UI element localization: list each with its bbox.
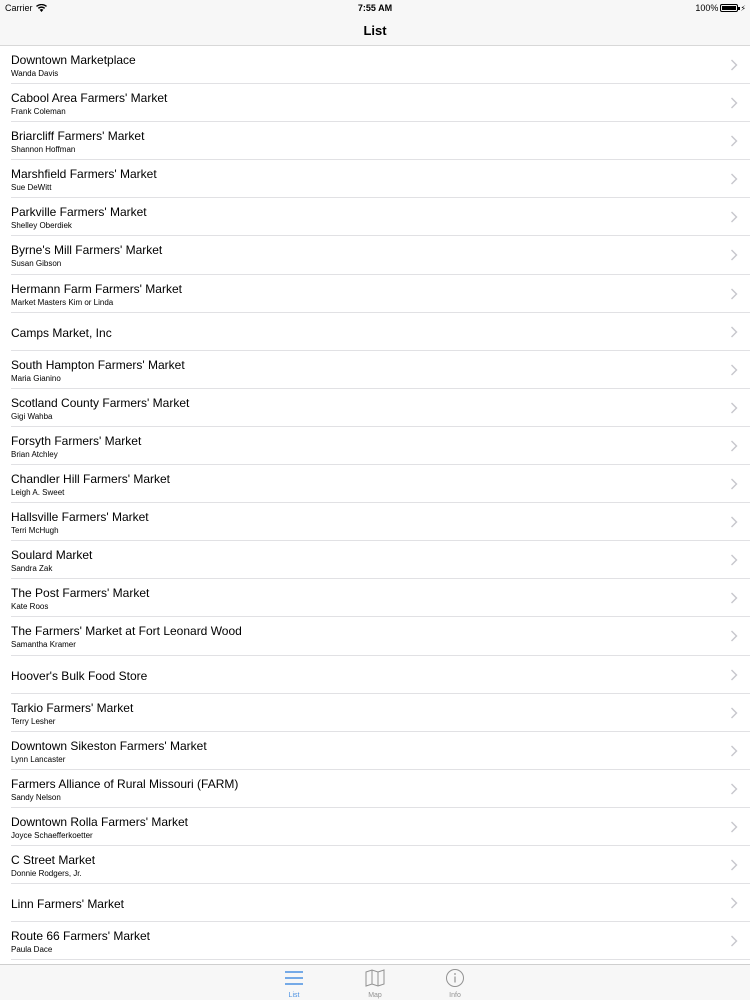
list-item[interactable] <box>0 275 750 313</box>
chevron-right-icon <box>730 135 738 147</box>
list-item[interactable] <box>0 198 750 236</box>
chevron-right-icon <box>730 249 738 261</box>
map-icon <box>345 968 405 988</box>
market-name: Marshfield Farmers' Market <box>11 167 157 182</box>
market-name: Scotland County Farmers' Market <box>11 395 190 410</box>
list-item[interactable] <box>0 922 750 960</box>
list-item[interactable] <box>0 617 750 655</box>
market-name: Cabool Area Farmers' Market <box>11 91 168 106</box>
market-name: The Farmers' Market at Fort Leonard Wood <box>11 624 242 639</box>
market-name: The Post Farmers' Market <box>11 586 150 601</box>
chevron-right-icon <box>730 745 738 757</box>
market-contact: Kate Roos <box>11 602 49 612</box>
market-contact: Joyce Schaefferkoetter <box>11 830 93 840</box>
market-contact: Donnie Rodgers, Jr. <box>11 868 82 878</box>
chevron-right-icon <box>730 97 738 109</box>
tab-label: List <box>288 992 300 999</box>
list-icon <box>264 968 324 988</box>
list-item[interactable] <box>0 122 750 160</box>
market-name: Hermann Farm Farmers' Market <box>11 281 182 296</box>
list-item[interactable] <box>0 46 750 84</box>
chevron-right-icon <box>730 326 738 338</box>
tab-bar <box>0 964 750 1000</box>
list-item[interactable] <box>0 884 750 922</box>
status-time: 7:55 AM <box>357 3 393 13</box>
market-contact: Samantha Kramer <box>11 640 76 650</box>
chevron-right-icon <box>730 554 738 566</box>
market-name: Soulard Market <box>11 548 93 563</box>
market-name: Route 66 Farmers' Market <box>11 929 151 944</box>
chevron-right-icon <box>730 630 738 642</box>
tab-label: Map <box>368 992 382 999</box>
market-contact: Shelley Oberdiek <box>11 221 72 231</box>
tab-label: Info <box>449 992 461 999</box>
page-title: List <box>363 23 387 38</box>
chevron-right-icon <box>730 592 738 604</box>
carrier-label: Carrier <box>5 3 33 13</box>
market-contact: Market Masters Kim or Linda <box>11 297 114 307</box>
chevron-right-icon <box>730 935 738 947</box>
status-bar <box>0 0 750 16</box>
market-contact: Gigi Wahba <box>11 411 53 421</box>
market-contact: Terry Lesher <box>11 716 56 726</box>
chevron-right-icon <box>730 707 738 719</box>
list-item[interactable] <box>0 579 750 617</box>
market-name: Tarkio Farmers' Market <box>11 700 134 715</box>
chevron-right-icon <box>730 669 738 681</box>
market-contact: Sandy Nelson <box>11 792 61 802</box>
market-contact: Leigh A. Sweet <box>11 488 65 498</box>
chevron-right-icon <box>730 440 738 452</box>
tab-map[interactable] <box>345 968 405 999</box>
chevron-right-icon <box>730 402 738 414</box>
list-item[interactable] <box>0 656 750 694</box>
chevron-right-icon <box>730 897 738 909</box>
market-contact: Terri McHugh <box>11 526 59 536</box>
list-item[interactable] <box>0 351 750 389</box>
market-contact: Wanda Davis <box>11 69 59 78</box>
market-contact: Sue DeWitt <box>11 183 52 193</box>
chevron-right-icon <box>730 783 738 795</box>
market-name: Chandler Hill Farmers' Market <box>11 472 170 487</box>
list-item[interactable] <box>0 465 750 503</box>
market-name: Forsyth Farmers' Market <box>11 433 142 448</box>
market-name: Camps Market, Inc <box>11 325 112 340</box>
navigation-bar <box>0 16 750 46</box>
market-name: Linn Farmers' Market <box>11 897 124 912</box>
list-item[interactable] <box>0 503 750 541</box>
chevron-right-icon <box>730 859 738 871</box>
market-contact: Lynn Lancaster <box>11 754 66 764</box>
market-name: Farmers Alliance of Rural Missouri (FARM) <box>11 776 239 791</box>
list-item[interactable] <box>0 770 750 808</box>
list-item[interactable] <box>0 694 750 732</box>
market-name: Downtown Marketplace <box>11 53 136 67</box>
market-contact: Susan Gibson <box>11 259 62 269</box>
list-item[interactable] <box>0 846 750 884</box>
chevron-right-icon <box>730 288 738 300</box>
battery-percent: 100% <box>695 3 719 13</box>
chevron-right-icon <box>730 173 738 185</box>
list-item[interactable] <box>0 541 750 579</box>
chevron-right-icon <box>730 821 738 833</box>
status-right <box>695 3 746 13</box>
market-contact: Paula Dace <box>11 945 53 955</box>
info-icon <box>425 968 485 988</box>
battery-icon <box>720 4 738 12</box>
market-contact: Maria Gianino <box>11 373 61 383</box>
market-contact: Sandra Zak <box>11 564 53 574</box>
market-name: Hallsville Farmers' Market <box>11 510 149 525</box>
market-name: Briarcliff Farmers' Market <box>11 129 145 144</box>
tab-list[interactable] <box>264 968 324 999</box>
market-contact: Shannon Hoffman <box>11 145 76 155</box>
list-item[interactable] <box>0 808 750 846</box>
market-name: South Hampton Farmers' Market <box>11 357 185 372</box>
list-item[interactable] <box>0 313 750 351</box>
chevron-right-icon <box>730 364 738 376</box>
market-name: Hoover's Bulk Food Store <box>11 668 148 683</box>
market-name: Downtown Rolla Farmers' Market <box>11 814 189 829</box>
list-item[interactable] <box>0 160 750 198</box>
chevron-right-icon <box>730 516 738 528</box>
list-item[interactable] <box>0 389 750 427</box>
market-contact: Brian Atchley <box>11 449 58 459</box>
charging-icon: ⚡ <box>740 3 746 13</box>
market-name: C Street Market <box>11 852 96 867</box>
market-name: Byrne's Mill Farmers' Market <box>11 243 163 258</box>
list-item[interactable] <box>0 427 750 465</box>
chevron-right-icon <box>730 478 738 490</box>
list-item[interactable] <box>0 84 750 122</box>
tab-info[interactable] <box>425 968 485 999</box>
list-item[interactable] <box>0 236 750 274</box>
chevron-right-icon <box>730 59 738 71</box>
market-list[interactable] <box>0 46 750 964</box>
list-item[interactable] <box>0 732 750 770</box>
market-name: Downtown Sikeston Farmers' Market <box>11 738 207 753</box>
market-name: Parkville Farmers' Market <box>11 205 147 220</box>
chevron-right-icon <box>730 211 738 223</box>
market-contact: Frank Coleman <box>11 107 66 117</box>
